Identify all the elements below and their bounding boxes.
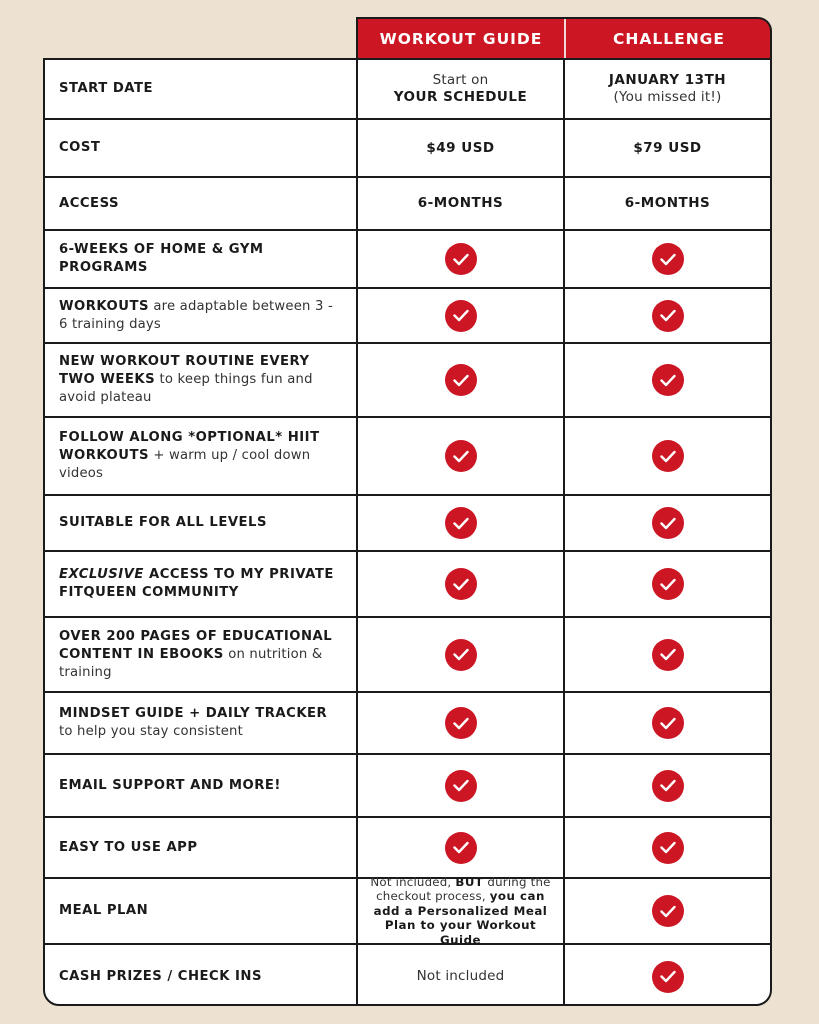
- table-row: [45, 60, 770, 120]
- feature-label: [45, 60, 358, 118]
- text-segment: EASY TO USE APP: [59, 839, 198, 855]
- challenge-value: [565, 618, 770, 691]
- text-segment: 6-MONTHS: [624, 195, 711, 211]
- challenge-value: [565, 693, 770, 753]
- check-circle-icon: [445, 507, 477, 539]
- text-segment: YOUR SCHEDULE: [393, 89, 528, 105]
- check-circle-icon: [652, 507, 684, 539]
- text-segment: EMAIL SUPPORT AND MORE!: [59, 777, 281, 793]
- workout-guide-value: [358, 818, 565, 877]
- check-circle-icon: [652, 300, 684, 332]
- check-circle-icon: [652, 707, 684, 739]
- workout-guide-value: [358, 693, 565, 753]
- feature-label: [45, 496, 358, 550]
- table-row: [45, 178, 770, 231]
- feature-label: [45, 618, 358, 691]
- check-circle-icon: [445, 440, 477, 472]
- workout-guide-value: [358, 289, 565, 342]
- text-segment: Start on: [432, 72, 489, 88]
- check-circle-icon: [445, 639, 477, 671]
- text-segment: $79 USD: [633, 139, 702, 156]
- check-circle-icon: [652, 961, 684, 993]
- check-circle-icon: [652, 568, 684, 600]
- text-segment: START DATE: [59, 81, 153, 96]
- check-circle-icon: [652, 770, 684, 802]
- workout-guide-value: [358, 552, 565, 616]
- workout-guide-value: [358, 874, 565, 947]
- text-segment: you can add a Personalized Meal Plan to your Workout Guide: [373, 889, 548, 947]
- feature-label: [45, 693, 358, 753]
- column-header: [356, 17, 772, 59]
- table-row: [45, 945, 770, 1006]
- challenge-value: [565, 178, 770, 229]
- workout-guide-value: [358, 178, 565, 229]
- text-segment: to help you stay consistent: [59, 724, 243, 739]
- workout-guide-value: [358, 755, 565, 816]
- challenge-value: [565, 344, 770, 416]
- feature-label: [45, 818, 358, 877]
- feature-label: [45, 120, 358, 176]
- feature-label: [45, 552, 358, 616]
- table-row: [45, 755, 770, 818]
- text-segment: + warm up / cool down videos: [59, 448, 311, 481]
- table-row: [45, 289, 770, 344]
- text-segment: ACCESS: [59, 195, 119, 211]
- challenge-value: [565, 879, 770, 943]
- text-segment: ACCESS TO MY PRIVATE FITQUEEN COMMUNITY: [59, 567, 334, 600]
- text-segment: during the checkout process,: [376, 874, 551, 904]
- table-row: [45, 874, 770, 947]
- table-row: [45, 231, 770, 289]
- check-circle-icon: [652, 639, 684, 671]
- text-segment: Not included: [416, 968, 505, 984]
- table-row: [45, 818, 770, 879]
- table-row: [45, 418, 770, 496]
- text-segment: MINDSET GUIDE + DAILY TRACKER: [59, 706, 328, 721]
- text-segment: on nutrition & training: [59, 646, 323, 680]
- check-circle-icon: [652, 895, 684, 927]
- check-circle-icon: [445, 243, 477, 275]
- challenge-value: [565, 60, 770, 118]
- text-segment: MEAL PLAN: [59, 903, 149, 918]
- challenge-value: [565, 496, 770, 550]
- check-circle-icon: [445, 832, 477, 864]
- column-header-workout-guide: WORKOUT GUIDE: [358, 19, 566, 59]
- feature-label: [45, 344, 358, 416]
- workout-guide-value: [358, 120, 565, 176]
- text-segment: EXCLUSIVE: [59, 567, 144, 582]
- challenge-value: [565, 120, 770, 176]
- text-segment: FOLLOW ALONG *OPTIONAL* HIIT WORKOUTS: [59, 430, 320, 463]
- text-segment: NEW WORKOUT ROUTINE EVERY TWO WEEKS: [59, 354, 310, 387]
- check-circle-icon: [445, 568, 477, 600]
- table-row: [45, 552, 770, 618]
- text-segment: BUT: [455, 874, 484, 889]
- feature-label: [45, 945, 358, 1006]
- text-segment: WORKOUTS: [59, 298, 149, 314]
- table-row: [45, 344, 770, 418]
- table-row: [45, 496, 770, 552]
- text-segment: OVER 200 PAGES OF EDUCATIONAL CONTENT IN EBOOKS: [59, 628, 333, 662]
- text-segment: Not included,: [370, 874, 456, 889]
- check-circle-icon: [445, 364, 477, 396]
- workout-guide-value: [358, 60, 565, 118]
- feature-label: [45, 289, 358, 342]
- feature-label: [45, 178, 358, 229]
- text-segment: (You missed it!): [613, 89, 722, 105]
- comparison-table: [43, 58, 772, 1006]
- workout-guide-value: [358, 496, 565, 550]
- workout-guide-value: [358, 418, 565, 494]
- text-segment: 6-MONTHS: [417, 195, 504, 211]
- challenge-value: [565, 231, 770, 287]
- workout-guide-value: [358, 618, 565, 691]
- text-segment: CASH PRIZES / CHECK INS: [59, 968, 262, 984]
- workout-guide-value: [358, 945, 565, 1006]
- challenge-value: [565, 552, 770, 616]
- table-row: [45, 618, 770, 693]
- check-circle-icon: [445, 707, 477, 739]
- table-row: [45, 120, 770, 178]
- check-circle-icon: [445, 300, 477, 332]
- table-row: [45, 693, 770, 755]
- feature-label: [45, 418, 358, 494]
- column-header-challenge: CHALLENGE: [613, 30, 725, 48]
- challenge-value: [565, 418, 770, 494]
- challenge-value: [565, 755, 770, 816]
- workout-guide-value: [358, 344, 565, 416]
- check-circle-icon: [652, 832, 684, 864]
- text-segment: COST: [59, 140, 101, 155]
- text-segment: 6-WEEKS OF HOME & GYM PROGRAMS: [59, 242, 264, 275]
- feature-label: [45, 879, 358, 943]
- check-circle-icon: [652, 364, 684, 396]
- feature-label: [45, 755, 358, 816]
- check-circle-icon: [445, 770, 477, 802]
- text-segment: are adaptable between 3 - 6 training days: [59, 298, 333, 332]
- text-segment: to keep things fun and avoid plateau: [59, 372, 313, 405]
- check-circle-icon: [652, 440, 684, 472]
- text-segment: SUITABLE FOR ALL LEVELS: [59, 515, 267, 530]
- workout-guide-value: [358, 231, 565, 287]
- challenge-value: [565, 945, 770, 1006]
- text-segment: $49 USD: [426, 139, 495, 156]
- check-circle-icon: [652, 243, 684, 275]
- challenge-value: [565, 818, 770, 877]
- feature-label: [45, 231, 358, 287]
- text-segment: JANUARY 13TH: [608, 72, 727, 88]
- challenge-value: [565, 289, 770, 342]
